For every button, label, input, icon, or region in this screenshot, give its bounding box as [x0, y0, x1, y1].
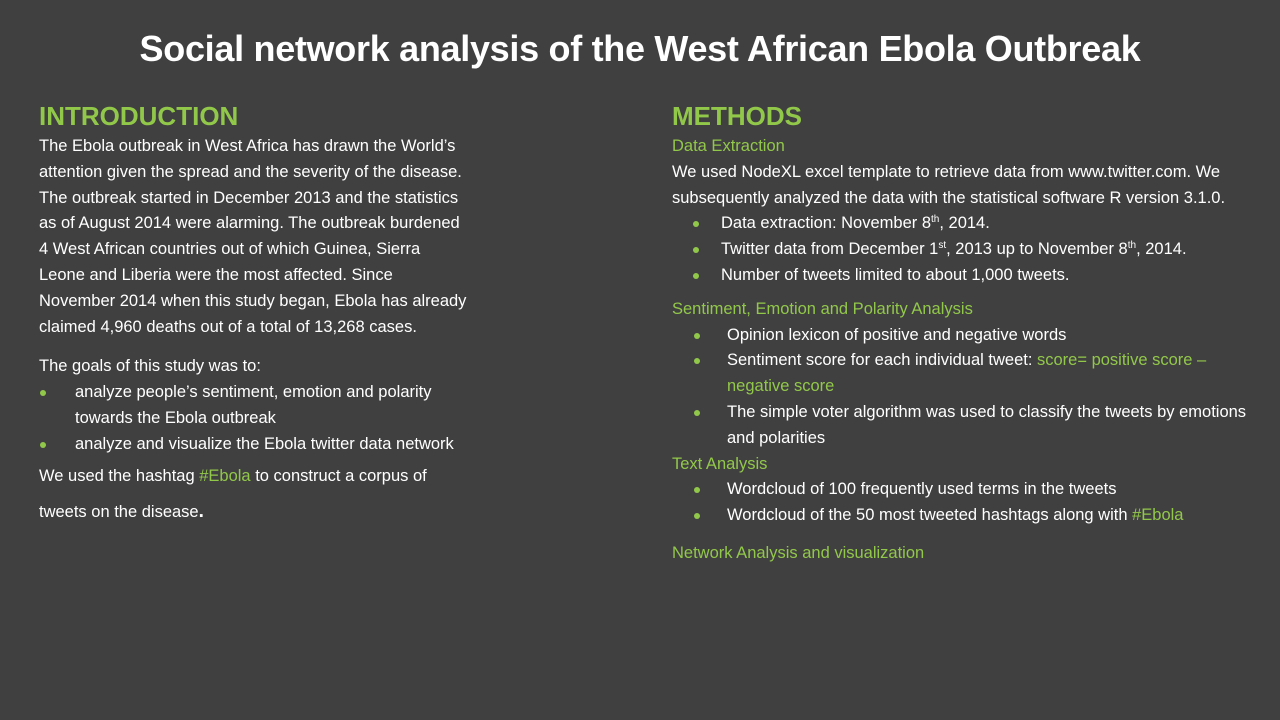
- item-text: Data extraction: November 8: [721, 214, 932, 233]
- item-text: The simple voter algorithm was used to classify the tweets by emotions and polarities: [727, 402, 1247, 447]
- sentiment-item: [672, 400, 1247, 452]
- hashtag-sentence-before: We used the hashtag: [39, 466, 200, 485]
- sentiment-subheading: Sentiment, Emotion and Polarity Analysis: [672, 299, 973, 318]
- sentiment-formula: score= positive score – negative score: [727, 351, 1207, 396]
- item-text: Wordcloud of the 50 most tweeted hashtags along with: [727, 506, 1133, 525]
- item-text: Number of tweets limited to about 1,000 tweets.: [721, 265, 1070, 284]
- item-tail: , 2014.: [939, 214, 990, 233]
- goal-item: [39, 432, 469, 458]
- bullet-icon: [694, 487, 700, 493]
- bullet-icon: [693, 247, 699, 253]
- bullet-icon: [694, 333, 700, 339]
- bullet-icon: [694, 410, 700, 416]
- bullet-icon: [694, 513, 700, 519]
- introduction-column: [39, 100, 469, 530]
- network-analysis-subheading: Network Analysis and visualization: [672, 543, 925, 562]
- item-sup: st: [938, 240, 947, 252]
- data-extraction-list: [672, 211, 1247, 288]
- hashtag-sentence-end: .: [198, 500, 204, 522]
- item-sup: th: [931, 214, 940, 226]
- goal-text: analyze people’s sentiment, emotion and polarity towards the Ebola outbreak: [75, 383, 432, 427]
- goals-list: [39, 380, 469, 457]
- data-extraction-paragraph: We used NodeXL excel template to retrieve data from www.twitter.com. We subsequently analyzed the data with the statistical software R version 3.1.0.: [672, 162, 1226, 207]
- goal-item: [39, 380, 469, 432]
- sentiment-item: [672, 348, 1247, 400]
- item-text: Wordcloud of 100 frequently used terms in the tweets: [727, 480, 1117, 499]
- sentiment-list: [672, 323, 1247, 452]
- text-analysis-item: [672, 503, 1247, 529]
- introduction-paragraph: The Ebola outbreak in West Africa has drawn the World’s attention given the spread and the severity of the disease. The outbreak started in December 2013 and the statistics as of August 2014 were alarming. The outbreak burdened 4 West African countries out of which Guinea, Sierra Leone and Liberia were the most affected. Since November 2014 when this study began, Ebola has already claimed 4,960 deaths out of a total of 13,268 cases.: [39, 137, 467, 336]
- introduction-heading: INTRODUCTION: [39, 101, 239, 131]
- data-extraction-item: [672, 237, 1247, 263]
- data-extraction-item: [672, 211, 1247, 237]
- bullet-icon: [693, 221, 699, 227]
- text-analysis-list: [672, 477, 1247, 529]
- item-text: Sentiment score for each individual tweet:: [727, 351, 1037, 370]
- item-text: Twitter data from December 1: [721, 240, 939, 259]
- slide-title: Social network analysis of the West African Ebola Outbreak: [139, 28, 1141, 69]
- bullet-icon: [694, 358, 700, 364]
- hashtag-sentence: [39, 458, 469, 530]
- methods-column: [672, 100, 1247, 567]
- bullet-icon: [40, 390, 46, 396]
- hashtag-sentence-after: to construct a corpus of tweets on the disease: [39, 466, 427, 521]
- methods-heading: METHODS: [672, 101, 802, 131]
- goal-text: analyze and visualize the Ebola twitter data network: [75, 434, 454, 453]
- goals-intro: The goals of this study was to:: [39, 357, 261, 376]
- text-analysis-subheading: Text Analysis: [672, 454, 768, 473]
- data-extraction-subheading: Data Extraction: [672, 137, 785, 155]
- data-extraction-item: [672, 263, 1247, 289]
- item-sup: th: [1127, 240, 1137, 252]
- text-analysis-item: [672, 477, 1247, 503]
- item-text: Opinion lexicon of positive and negative words: [727, 325, 1067, 344]
- bullet-icon: [693, 273, 699, 279]
- sentiment-item: [672, 323, 1247, 349]
- ebola-hashtag: #Ebola: [1132, 506, 1184, 525]
- item-mid: , 2013 up to November 8: [946, 240, 1128, 259]
- item-tail: , 2014.: [1136, 240, 1187, 259]
- bullet-icon: [40, 442, 46, 448]
- ebola-hashtag: #Ebola: [199, 466, 251, 485]
